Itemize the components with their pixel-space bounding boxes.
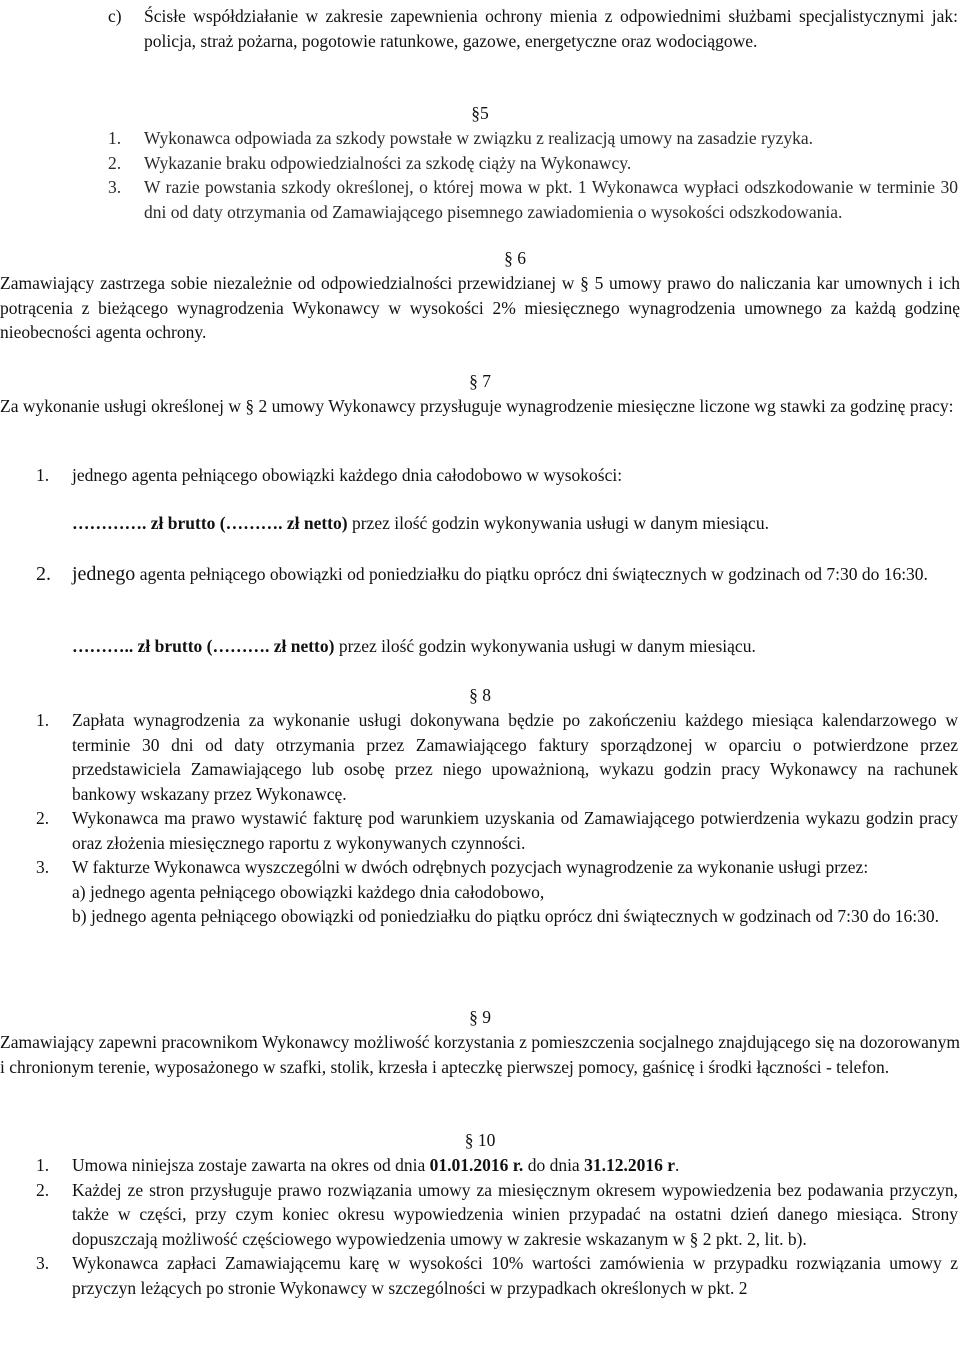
section-7-heading: § 7 [469, 371, 491, 391]
section-8-item-2: 2. Wykonawca ma prawo wystawić fakturę pod warunkiem uzyskania od Zamawiającego potwierdzenia wykazu godzin pracy oraz złożenia miesięcznego raportu z wykonywanych czynności. [36, 808, 958, 853]
section-8-item-3: 3. W fakturze Wykonawca wyszczególni w dwóch odrębnych pozycjach wynagrodzenie za wykonanie usługi przez: [36, 857, 869, 877]
section-6-heading: § 6 [504, 248, 526, 268]
section-10-list [0, 1153, 960, 1300]
section-10-heading: § 10 [464, 1130, 496, 1150]
section-5-heading: §5 [471, 103, 489, 123]
section-7-item-1: 1. jednego agenta pełniącego obowiązki każdego dnia całodobowo w wysokości: [36, 465, 623, 485]
section-7-item-1-amount: …………. zł brutto (………. zł netto) przez ilość godzin wykonywania usługi w danym miesiącu. [72, 513, 769, 533]
section-8-heading: § 8 [469, 685, 491, 705]
section-7-item-2: 2. jednego agenta pełniącego obowiązki od poniedziałku do piątku oprócz dni świątecznych w godzinach od 7:30 do 16:30. [36, 563, 928, 585]
item-c-text: Ścisłe współdziałanie w zakresie zapewnienia ochrony mienia z odpowiednimi służbami specjalistycznymi jak: policja, straż pożarna, pogotowie ratunkowe, gazowe, energetyczne oraz wodociągowe. [144, 6, 958, 51]
section-8-sub-a: a) jednego agenta pełniącego obowiązki każdego dnia całodobowo, [72, 881, 545, 902]
section-6-text: Zamawiający zastrzega sobie niezależnie od odpowiedzialności przewidzianej w § 5 umowy prawo do naliczania kar umownych i ich potrącenia z bieżącego wynagrodzenia Wykonawcy w wysokości 2% miesięcznego wynagrodzenia umownego za każdą godzinę nieobecności agenta ochrony. [0, 273, 960, 342]
section-9-text: Zamawiający zapewni pracownikom Wykonawcy możliwość korzystania z pomieszczenia socjalnego znajdującego się na dozorowanym i chronionym terenie, wyposażonego w szafki, stolik, krzesła i apteczkę pierwszej pomocy, gaśnicę i środki łączności - telefon. [0, 1032, 960, 1077]
section-5-list [0, 126, 960, 224]
section-8-item-1: 1. Zapłata wynagrodzenia za wykonanie usługi dokonywana będzie po zakończeniu każdego miesiąca kalendarzowego w terminie 30 dni od daty otrzymania przez Zamawiającego faktury sporządzonej w oparciu o potwierdzone przez przedstawiciela Zamawiającego lub osobę przez niego upoważnioną, wykazu godzin pracy Wykonawcy na rachunek bankowy wskazany przez Wykonawcę. [36, 710, 958, 804]
section-7-item-2-amount: ……….. zł brutto (………. zł netto) przez ilość godzin wykonywania usługi w danym miesiącu. [72, 636, 756, 656]
section-9-heading: § 9 [469, 1007, 491, 1027]
section-7-intro: Za wykonanie usługi określonej w § 2 umowy Wykonawcy przysługuje wynagrodzenie miesięczne liczone wg stawki za godzinę pracy: [0, 396, 954, 416]
section-5-item-3: 3. W razie powstania szkody określonej, o której mowa w pkt. 1 Wykonawca wypłaci odszkodowanie w terminie 30 dni od daty otrzymania od Zamawiającego pisemnego zawiadomienia o wysokości odszkodowania. [108, 177, 958, 222]
section-10-item-3: 3. Wykonawca zapłaci Zamawiającemu karę w wysokości 10% wartości zamówienia w przypadku rozwiązania umowy z przyczyn leżących po stronie Wykonawcy w szczególności w przypadkach określonych w pkt. 2 [36, 1253, 958, 1298]
item-c [0, 4, 960, 53]
section-10-item-2: 2. Każdej ze stron przysługuje prawo rozwiązania umowy za miesięcznym okresem wypowiedzenia bez podawania przyczyn, także w części, przy czym koniec okresu wypowiedzenia winien przypadać na ostatni dzień danego miesiąca. Strony dopuszczają możliwość częściowego wypowiedzenia umowy w zakresie wskazanym w § 2 pkt. 2, lit. b). [36, 1179, 958, 1249]
item-c-label: c) [108, 6, 122, 26]
section-8-list [0, 708, 960, 929]
section-5-item-1: 1. Wykonawca odpowiada za szkody powstałe w związku z realizacją umowy na zasadzie ryzyka. [108, 128, 813, 148]
section-5-item-2: 2. Wykazanie braku odpowiedzialności za szkodę ciąży na Wykonawcy. [108, 152, 632, 173]
section-8-sub-b: b) jednego agenta pełniącego obowiązki od poniedziałku do piątku oprócz dni świątecznych w godzinach od 7:30 do 16:30. [72, 906, 939, 926]
section-10-item-1: 1. Umowa niniejsza zostaje zawarta na okres od dnia 01.01.2016 r. do dnia 31.12.2016 r. [36, 1155, 680, 1175]
